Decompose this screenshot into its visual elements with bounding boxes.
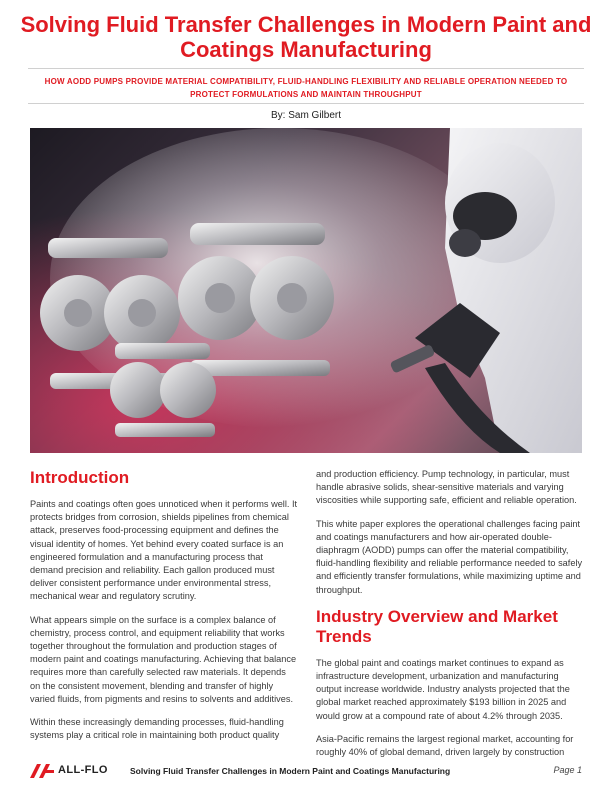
- paragraph: Paints and coatings often goes unnoticed when it performs well. It protects bridges from corrosion, shields pipelines from chemical attack, preserves food-processing equipment and defines the visual identity of homes. Yet behind every coated surface is an engineered formulation and a manufacturing process that demand precision and reliability. Each gallon produced must deliver consistent performance under environmental stress, mechanical wear and regulatory scrutiny.: [30, 499, 298, 602]
- brand-name: ALL-FLO: [58, 764, 108, 776]
- paragraph: What appears simple on the surface is a complex balance of chemistry, process control, and equipment reliability that works together throughout the formulation and production stages of modern paint and coatings manufacturing. Achieving that balance requires more than carefully selected raw materials. It depends on the consistent movement, blending and transfer of highly varied fluids, from pigments and resins to solvents and additives.: [30, 614, 297, 704]
- column-right: [316, 468, 584, 769]
- footer-doc-title: Solving Fluid Transfer Challenges in Modern Paint and Coatings Manufacturing: [130, 766, 451, 776]
- byline: By: Sam Gilbert: [270, 110, 342, 121]
- paragraph: and production efficiency. Pump technology, in particular, must handle abrasive solids, shear-sensitive materials and varying viscosities while supporting safe, efficient and reliable operation.: [316, 469, 577, 506]
- divider: [28, 68, 584, 69]
- paragraph: This white paper explores the operational challenges facing paint and coatings manufacturers and how air-operated double-diaphragm (AODD) pumps can offer the material compatibility, fluid-handling flexibility and reliable performance needed to safely and efficiently transfer formulations, while maximizing uptime and throughput.: [316, 518, 583, 595]
- page-number: Page 1: [553, 765, 582, 775]
- column-left: [30, 468, 298, 752]
- all-flo-logo-icon: [30, 764, 54, 778]
- paragraph: Within these increasingly demanding processes, fluid-handling systems play a critical role in maintaining both product quality: [30, 717, 284, 741]
- section-heading-introduction: Introduction: [30, 468, 130, 487]
- page-footer: [30, 762, 582, 780]
- paragraph: Asia-Pacific remains the largest regional market, accounting for roughly 40% of global demand, driven largely by construction: [316, 733, 574, 758]
- hero-illustration: [30, 128, 582, 453]
- paragraph: The global paint and coatings market continues to expand as infrastructure development, urbanization and manufacturing output increase worldwide. Industry analysts projected that the global market reached approximately $193 billion in 2025 and would grow at a compound rate of about 4.2% through 2035.: [316, 657, 570, 721]
- page-subtitle: HOW AODD PUMPS PROVIDE MATERIAL COMPATIBILITY, FLUID-HANDLING FLEXIBILITY AND RELIABLE OPERATION NEEDED TO PROTECT FORMULATIONS AND MAINTAIN THROUGHPUT: [44, 77, 568, 99]
- hero-image: [30, 128, 582, 453]
- divider: [28, 103, 584, 104]
- section-heading-industry: Industry Overview and Market Trends: [316, 606, 558, 646]
- page-title: Solving Fluid Transfer Challenges in Modern Paint and Coatings Manufacturing: [20, 12, 592, 62]
